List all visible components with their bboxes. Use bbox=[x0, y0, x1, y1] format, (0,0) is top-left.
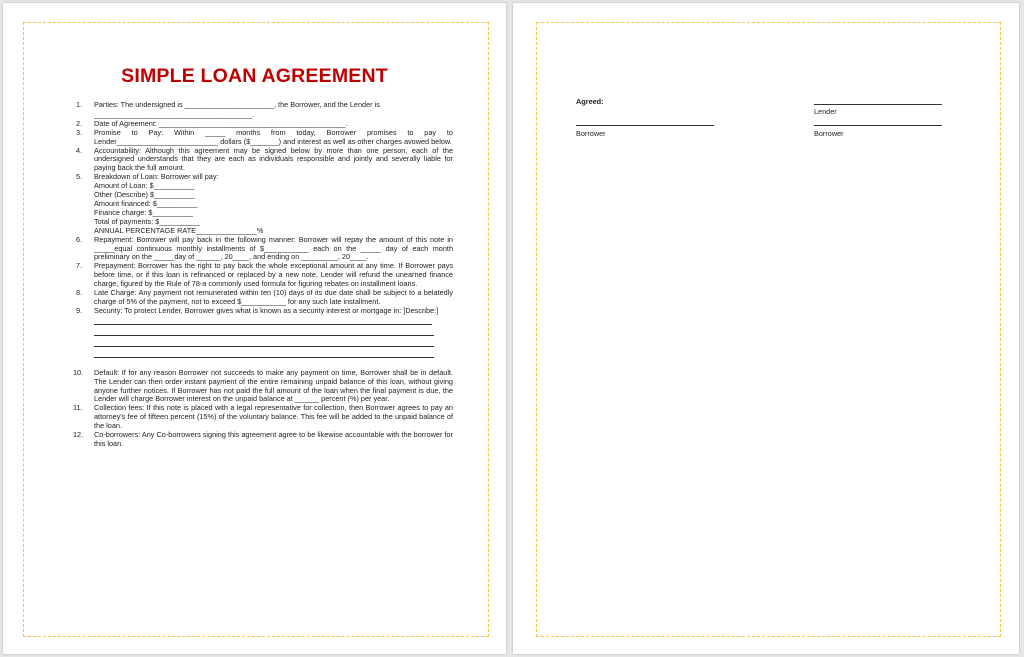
page-2 bbox=[513, 3, 1019, 654]
agreed-label: Agreed: bbox=[576, 97, 604, 106]
clause-security: 9. Security: To protect Lender, Borrower gives what is known as a security interest or mortgage in: [Describe:] bbox=[73, 307, 453, 358]
clause-parties: 1. Parties: The undersigned is ______________________, the Borrower, and the Lender is _______________________________________. bbox=[76, 100, 380, 119]
lender-label: Lender bbox=[814, 107, 837, 116]
clause-collection-fees: 11. Collection fees: If this note is placed with a legal representative for collection, then Borrower agrees to pay an attorney's fee of fifteen percent (15%) of the voluntary balance. This fee will be added to the unpaid balance of the loan. bbox=[73, 403, 453, 431]
document-title: SIMPLE LOAN AGREEMENT bbox=[121, 65, 388, 87]
clause-late-charge: 8. Late Charge: Any payment not remunerated within ten (10) days of its due date shall be subject to a belatedly charge of 5% of the payment, not to exceed $___________ for any such late installment. bbox=[76, 288, 453, 306]
clause-co-borrowers: 12. Co-borrowers: Any Co-borrowers signing this agreement agree to be likewise accountable with the borrower for this loan. bbox=[73, 430, 453, 448]
security-describe-line[interactable] bbox=[94, 316, 432, 325]
security-describe-line[interactable] bbox=[94, 327, 434, 336]
security-describe-line[interactable] bbox=[94, 338, 434, 347]
co-borrower-label: Borrower bbox=[814, 129, 844, 138]
lender-signature-line[interactable] bbox=[814, 104, 942, 105]
clause-prepayment: 7. Prepayment: Borrower has the right to pay back the whole exceptional amount at any time. If Borrower pays before time, or if this loan is refinanced or replaced by a new note, Lender will refund the unearned finance charge, figured by the Rule of 78-a commonly used formula for figuring rebates on installment loans. bbox=[76, 261, 453, 289]
agreement-body bbox=[73, 101, 453, 449]
clause-promise-to-pay: 3. Promise to Pay: Within _____ months from today, Borrower promises to pay to Lender_________________________ dollars ($_______) and interest as well as other charges avowed below. bbox=[76, 127, 453, 146]
security-describe-line[interactable] bbox=[94, 349, 434, 358]
clause-default: 10. Default: If for any reason Borrower not succeeds to make any payment on time, Borrower shall be in default. The Lender can then order instant payment of the entire remaining unpaid balance of this loan, without giving anyone further notices. If Borrower has not paid the full amount of the loan when the final payment is due, the Lender will charge Borrower interest on the unpaid balance at ______ percent (%) per year. bbox=[73, 367, 453, 404]
clause-repayment: 6. Repayment: Borrower will pay back in the following manner: Borrower will repay the amount of this note in _____equal continuous monthly installments of $___________ each on the _____ day of each month preliminary on the _____day of ______, 20____, and ending on _________, 20____. bbox=[76, 234, 453, 262]
co-borrower-signature-line[interactable] bbox=[814, 125, 942, 126]
margin-guide bbox=[536, 22, 1001, 637]
clause-accountability: 4. Accountability: Although this agreement may be signed below by more than one person, each of the undersigned understands that they are each as individuals responsible and jointly and severally liable for paying back the full amount. bbox=[76, 145, 453, 173]
clause-breakdown: 5. Breakdown of Loan: Borrower will pay: Amount of Loan: $__________ Other (Describe) $__________ Amount financed: $__________ Finance charge: $__________ Total of payments: $__________ ANNUAL PERCENTAGE RATE_______________% bbox=[76, 172, 264, 235]
clause-date: 2. Date of Agreement: ______________________________________________. bbox=[76, 118, 348, 128]
page-1 bbox=[3, 3, 506, 654]
borrower-label: Borrower bbox=[576, 129, 606, 138]
borrower-signature-line[interactable] bbox=[576, 125, 714, 126]
